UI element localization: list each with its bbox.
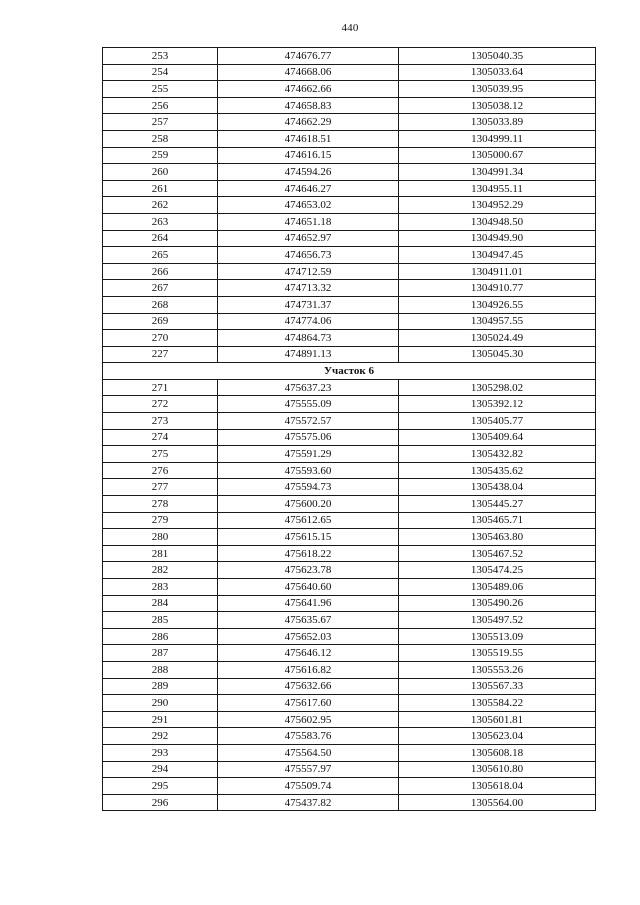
table-row <box>103 778 596 795</box>
y-coordinate-cell: 1305608.18 <box>399 744 596 761</box>
table-row <box>103 413 596 430</box>
x-coordinate-cell: 474594.26 <box>218 164 399 181</box>
x-coordinate-cell: 475583.76 <box>218 728 399 745</box>
y-coordinate-cell: 1304949.90 <box>399 230 596 247</box>
table-row <box>103 529 596 546</box>
table-row <box>103 346 596 363</box>
point-number-cell: 272 <box>103 396 218 413</box>
table-row <box>103 761 596 778</box>
y-coordinate-cell: 1305490.26 <box>399 595 596 612</box>
table-row <box>103 545 596 562</box>
x-coordinate-cell: 475618.22 <box>218 545 399 562</box>
table-row <box>103 794 596 811</box>
x-coordinate-cell: 475623.78 <box>218 562 399 579</box>
table-row <box>103 628 596 645</box>
point-number-cell: 257 <box>103 114 218 131</box>
y-coordinate-cell: 1304991.34 <box>399 164 596 181</box>
page-number: 440 <box>341 22 359 34</box>
point-number-cell: 288 <box>103 661 218 678</box>
x-coordinate-cell: 475602.95 <box>218 711 399 728</box>
x-coordinate-cell: 475575.06 <box>218 429 399 446</box>
y-coordinate-cell: 1305618.04 <box>399 778 596 795</box>
y-coordinate-cell: 1305435.62 <box>399 462 596 479</box>
table-row <box>103 180 596 197</box>
y-coordinate-cell: 1304952.29 <box>399 197 596 214</box>
x-coordinate-cell: 475646.12 <box>218 645 399 662</box>
x-coordinate-cell: 474616.15 <box>218 147 399 164</box>
table-row <box>103 114 596 131</box>
x-coordinate-cell: 475437.82 <box>218 794 399 811</box>
point-number-cell: 270 <box>103 330 218 347</box>
x-coordinate-cell: 475555.09 <box>218 396 399 413</box>
x-coordinate-cell: 475572.57 <box>218 413 399 430</box>
x-coordinate-cell: 475600.20 <box>218 496 399 513</box>
point-number-cell: 277 <box>103 479 218 496</box>
y-coordinate-cell: 1305463.80 <box>399 529 596 546</box>
x-coordinate-cell: 475652.03 <box>218 628 399 645</box>
x-coordinate-cell: 475635.67 <box>218 612 399 629</box>
x-coordinate-cell: 475641.96 <box>218 595 399 612</box>
x-coordinate-cell: 475632.66 <box>218 678 399 695</box>
y-coordinate-cell: 1305519.55 <box>399 645 596 662</box>
y-coordinate-cell: 1305497.52 <box>399 612 596 629</box>
x-coordinate-cell: 474652.97 <box>218 230 399 247</box>
point-number-cell: 271 <box>103 379 218 396</box>
x-coordinate-cell: 474712.59 <box>218 263 399 280</box>
table-row <box>103 661 596 678</box>
point-number-cell: 274 <box>103 429 218 446</box>
point-number-cell: 289 <box>103 678 218 695</box>
x-coordinate-cell: 474713.32 <box>218 280 399 297</box>
point-number-cell: 295 <box>103 778 218 795</box>
y-coordinate-cell: 1305584.22 <box>399 695 596 712</box>
x-coordinate-cell: 474646.27 <box>218 180 399 197</box>
table-row <box>103 512 596 529</box>
table-row <box>103 446 596 463</box>
table-row <box>103 213 596 230</box>
x-coordinate-cell: 475557.97 <box>218 761 399 778</box>
point-number-cell: 286 <box>103 628 218 645</box>
point-number-cell: 290 <box>103 695 218 712</box>
y-coordinate-cell: 1305039.95 <box>399 81 596 98</box>
point-number-cell: 264 <box>103 230 218 247</box>
point-number-cell: 281 <box>103 545 218 562</box>
table-row <box>103 296 596 313</box>
point-number-cell: 296 <box>103 794 218 811</box>
table-row <box>103 396 596 413</box>
table-row <box>103 496 596 513</box>
y-coordinate-cell: 1305033.89 <box>399 114 596 131</box>
table-row <box>103 48 596 65</box>
point-number-cell: 265 <box>103 247 218 264</box>
x-coordinate-cell: 474656.73 <box>218 247 399 264</box>
y-coordinate-cell: 1305432.82 <box>399 446 596 463</box>
section-title: Участок 6 <box>103 363 596 380</box>
y-coordinate-cell: 1305000.67 <box>399 147 596 164</box>
y-coordinate-cell: 1305045.30 <box>399 346 596 363</box>
y-coordinate-cell: 1305553.26 <box>399 661 596 678</box>
table-row <box>103 164 596 181</box>
table-row <box>103 579 596 596</box>
table-row <box>103 263 596 280</box>
x-coordinate-cell: 475637.23 <box>218 379 399 396</box>
point-number-cell: 279 <box>103 512 218 529</box>
table-row <box>103 678 596 695</box>
table-row <box>103 612 596 629</box>
x-coordinate-cell: 474668.06 <box>218 64 399 81</box>
point-number-cell: 266 <box>103 263 218 280</box>
y-coordinate-cell: 1305040.35 <box>399 48 596 65</box>
y-coordinate-cell: 1305567.33 <box>399 678 596 695</box>
y-coordinate-cell: 1305038.12 <box>399 97 596 114</box>
table-row <box>103 280 596 297</box>
x-coordinate-cell: 474731.37 <box>218 296 399 313</box>
x-coordinate-cell: 474891.13 <box>218 346 399 363</box>
point-number-cell: 287 <box>103 645 218 662</box>
table-row <box>103 429 596 446</box>
point-number-cell: 291 <box>103 711 218 728</box>
point-number-cell: 278 <box>103 496 218 513</box>
x-coordinate-cell: 474658.83 <box>218 97 399 114</box>
point-number-cell: 258 <box>103 130 218 147</box>
point-number-cell: 268 <box>103 296 218 313</box>
table-row <box>103 711 596 728</box>
x-coordinate-cell: 475616.82 <box>218 661 399 678</box>
table-row <box>103 744 596 761</box>
point-number-cell: 255 <box>103 81 218 98</box>
x-coordinate-cell: 474662.29 <box>218 114 399 131</box>
point-number-cell: 276 <box>103 462 218 479</box>
y-coordinate-cell: 1305474.25 <box>399 562 596 579</box>
point-number-cell: 269 <box>103 313 218 330</box>
x-coordinate-cell: 474618.51 <box>218 130 399 147</box>
y-coordinate-cell: 1305405.77 <box>399 413 596 430</box>
table-row <box>103 64 596 81</box>
x-coordinate-cell: 475617.60 <box>218 695 399 712</box>
y-coordinate-cell: 1305489.06 <box>399 579 596 596</box>
point-number-cell: 292 <box>103 728 218 745</box>
point-number-cell: 256 <box>103 97 218 114</box>
y-coordinate-cell: 1304948.50 <box>399 213 596 230</box>
y-coordinate-cell: 1304910.77 <box>399 280 596 297</box>
y-coordinate-cell: 1305513.09 <box>399 628 596 645</box>
y-coordinate-cell: 1304947.45 <box>399 247 596 264</box>
point-number-cell: 227 <box>103 346 218 363</box>
y-coordinate-cell: 1305298.02 <box>399 379 596 396</box>
point-number-cell: 261 <box>103 180 218 197</box>
point-number-cell: 262 <box>103 197 218 214</box>
table-row <box>103 595 596 612</box>
x-coordinate-cell: 475509.74 <box>218 778 399 795</box>
table-row <box>103 197 596 214</box>
point-number-cell: 280 <box>103 529 218 546</box>
y-coordinate-cell: 1305033.64 <box>399 64 596 81</box>
y-coordinate-cell: 1305409.64 <box>399 429 596 446</box>
x-coordinate-cell: 474662.66 <box>218 81 399 98</box>
table-row <box>103 728 596 745</box>
y-coordinate-cell: 1305610.80 <box>399 761 596 778</box>
y-coordinate-cell: 1305564.00 <box>399 794 596 811</box>
point-number-cell: 267 <box>103 280 218 297</box>
x-coordinate-cell: 475591.29 <box>218 446 399 463</box>
table-row <box>103 97 596 114</box>
table-row <box>103 147 596 164</box>
coordinates-table <box>102 47 596 811</box>
y-coordinate-cell: 1305465.71 <box>399 512 596 529</box>
point-number-cell: 293 <box>103 744 218 761</box>
point-number-cell: 294 <box>103 761 218 778</box>
y-coordinate-cell: 1304957.55 <box>399 313 596 330</box>
table-row <box>103 562 596 579</box>
point-number-cell: 259 <box>103 147 218 164</box>
x-coordinate-cell: 475640.60 <box>218 579 399 596</box>
y-coordinate-cell: 1305445.27 <box>399 496 596 513</box>
point-number-cell: 282 <box>103 562 218 579</box>
y-coordinate-cell: 1305467.52 <box>399 545 596 562</box>
point-number-cell: 284 <box>103 595 218 612</box>
table-row <box>103 247 596 264</box>
section-header-row <box>103 363 596 380</box>
y-coordinate-cell: 1305623.04 <box>399 728 596 745</box>
y-coordinate-cell: 1304999.11 <box>399 130 596 147</box>
y-coordinate-cell: 1304926.55 <box>399 296 596 313</box>
table-row <box>103 81 596 98</box>
point-number-cell: 275 <box>103 446 218 463</box>
x-coordinate-cell: 475564.50 <box>218 744 399 761</box>
x-coordinate-cell: 474651.18 <box>218 213 399 230</box>
y-coordinate-cell: 1305438.04 <box>399 479 596 496</box>
x-coordinate-cell: 475612.65 <box>218 512 399 529</box>
x-coordinate-cell: 474864.73 <box>218 330 399 347</box>
point-number-cell: 260 <box>103 164 218 181</box>
coordinates-table-body <box>103 48 596 811</box>
table-row <box>103 313 596 330</box>
x-coordinate-cell: 474653.02 <box>218 197 399 214</box>
table-row <box>103 379 596 396</box>
y-coordinate-cell: 1304955.11 <box>399 180 596 197</box>
table-row <box>103 479 596 496</box>
y-coordinate-cell: 1304911.01 <box>399 263 596 280</box>
point-number-cell: 283 <box>103 579 218 596</box>
y-coordinate-cell: 1305392.12 <box>399 396 596 413</box>
y-coordinate-cell: 1305024.49 <box>399 330 596 347</box>
point-number-cell: 285 <box>103 612 218 629</box>
table-row <box>103 230 596 247</box>
point-number-cell: 263 <box>103 213 218 230</box>
x-coordinate-cell: 474676.77 <box>218 48 399 65</box>
table-row <box>103 645 596 662</box>
x-coordinate-cell: 475615.15 <box>218 529 399 546</box>
point-number-cell: 253 <box>103 48 218 65</box>
y-coordinate-cell: 1305601.81 <box>399 711 596 728</box>
x-coordinate-cell: 475594.73 <box>218 479 399 496</box>
point-number-cell: 254 <box>103 64 218 81</box>
x-coordinate-cell: 474774.06 <box>218 313 399 330</box>
x-coordinate-cell: 475593.60 <box>218 462 399 479</box>
table-row <box>103 695 596 712</box>
table-row <box>103 130 596 147</box>
table-row <box>103 462 596 479</box>
table-row <box>103 330 596 347</box>
point-number-cell: 273 <box>103 413 218 430</box>
